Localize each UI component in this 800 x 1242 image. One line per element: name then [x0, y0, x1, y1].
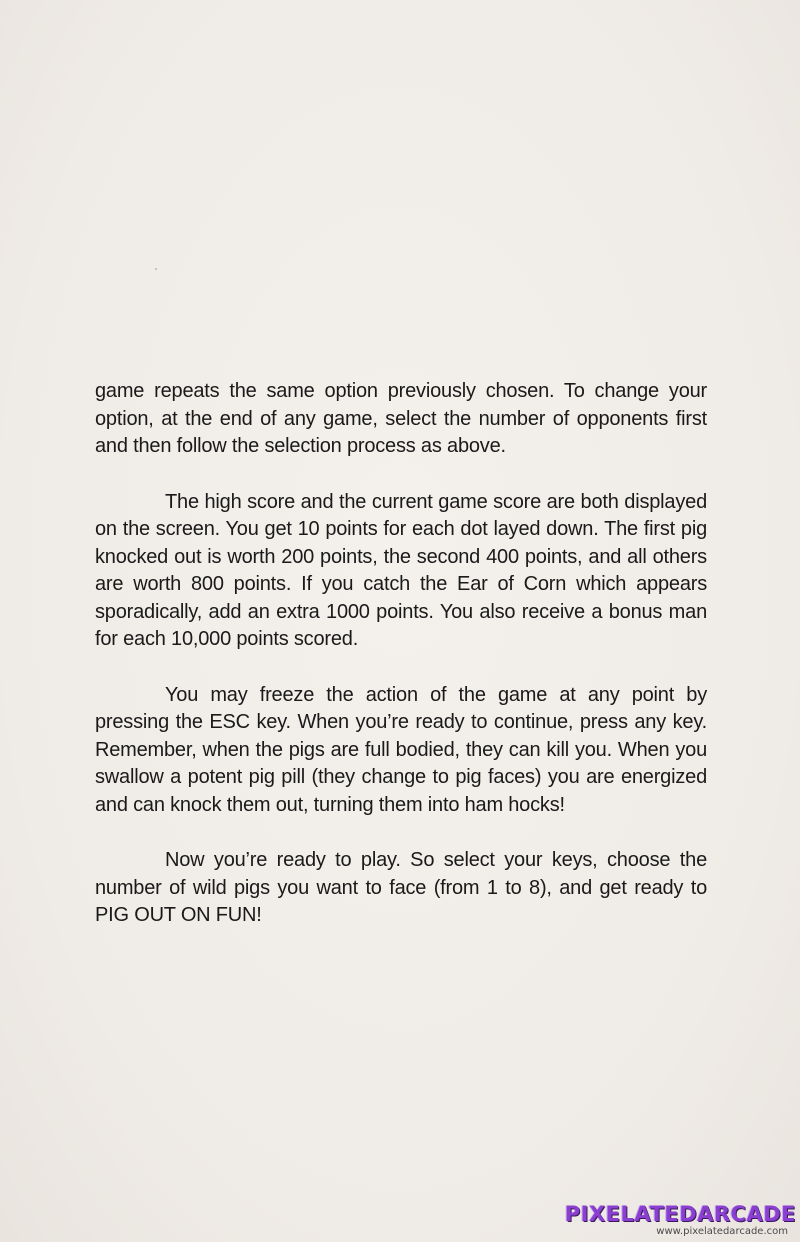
paragraph-options: game repeats the same option previously chosen. To change your option, at the end of any game, select the number of opponents first and then follow the selection process as above.	[95, 380, 707, 457]
manual-text	[95, 378, 707, 958]
site-watermark	[565, 1202, 796, 1238]
paragraph-freeze: You may freeze the action of the game at any point by pressing the ESC key. When you’re ready to continue, press any key. Remember, when the pigs are full bodied, they can kill you. When you swallow a potent pig pill (they change to pig faces) you are energized and can knock them out, turning them into ham hocks!	[95, 683, 707, 816]
watermark-url: www.pixelatedarcade.com	[656, 1226, 788, 1237]
paper-speck	[155, 268, 157, 270]
watermark-logo: PIXELATEDARCADE	[564, 1202, 796, 1226]
paragraph-ready: Now you’re ready to play. So select your keys, choose the number of wild pigs you want to face (from 1 to 8), and get ready to PIG OUT ON FUN!	[95, 849, 707, 926]
paragraph-scoring: The high score and the current game score are both displayed on the screen. You get 10 points for each dot layed down. The first pig knocked out is worth 200 points, the second 400 points, and all others are worth 800 points. If you catch the Ear of Corn which appears sporadically, add an extra 1000 points. You also receive a bonus man for each 10,000 points scored.	[95, 490, 707, 650]
